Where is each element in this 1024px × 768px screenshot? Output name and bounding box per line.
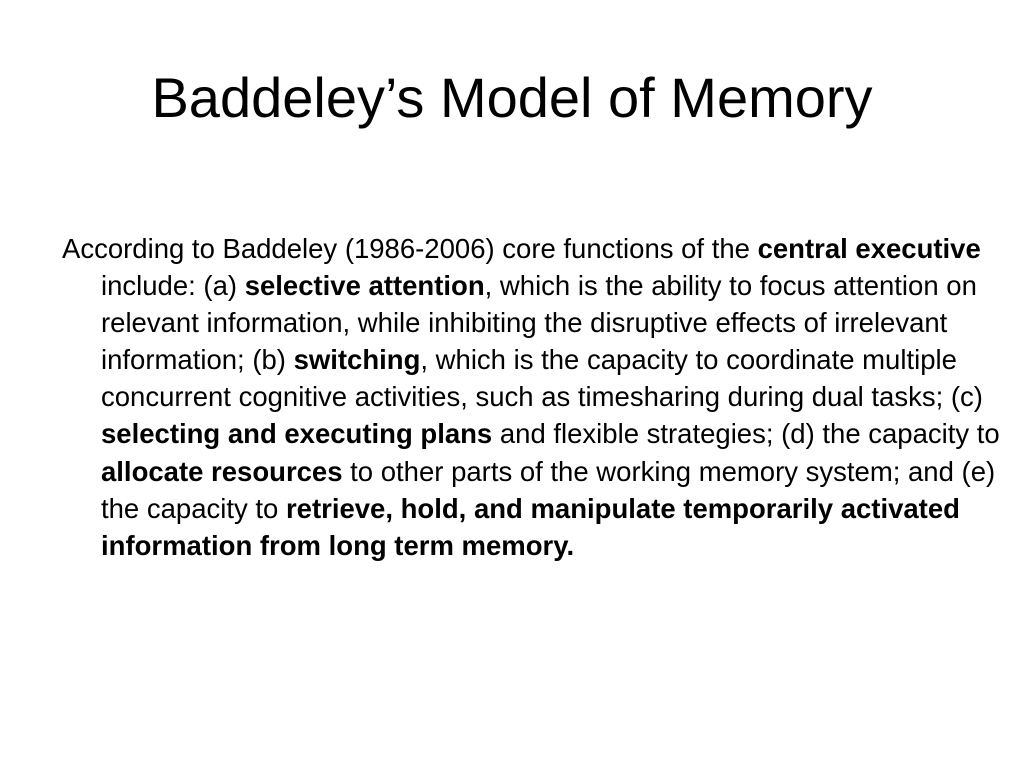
bold-term-central-executive: central executive <box>757 233 981 264</box>
slide-body-paragraph <box>62 230 1001 564</box>
bold-term-selective-attention: selective attention <box>244 270 485 302</box>
bold-term-selecting-plans: selecting and executing plans <box>101 418 493 450</box>
text-run: , which is the ability to focus attention on relevant information, while inhibiting the disruptive effects of irrelevant information; (b) <box>101 270 977 376</box>
text-run: include: (a) <box>101 270 245 302</box>
text-run: and flexible strategies; (d) the capacity to <box>492 418 1000 450</box>
bold-term-allocate-resources: allocate resources <box>101 455 343 487</box>
bold-term-switching: switching <box>293 344 421 376</box>
slide-title: Baddeley’s Model of Memory <box>151 66 873 129</box>
text-run: to other parts of the working memory system; and (e) the capacity to <box>101 455 996 524</box>
text-run: According to Baddeley (1986-2006) core functions of the <box>62 233 758 264</box>
text-run: , which is the capacity to coordinate multiple concurrent cognitive activities, such as timesharing during dual tasks; (c) <box>101 344 983 413</box>
bold-term-retrieve-hold-manipulate: retrieve, hold, and manipulate temporarily activated information from long term memory. <box>101 492 960 561</box>
